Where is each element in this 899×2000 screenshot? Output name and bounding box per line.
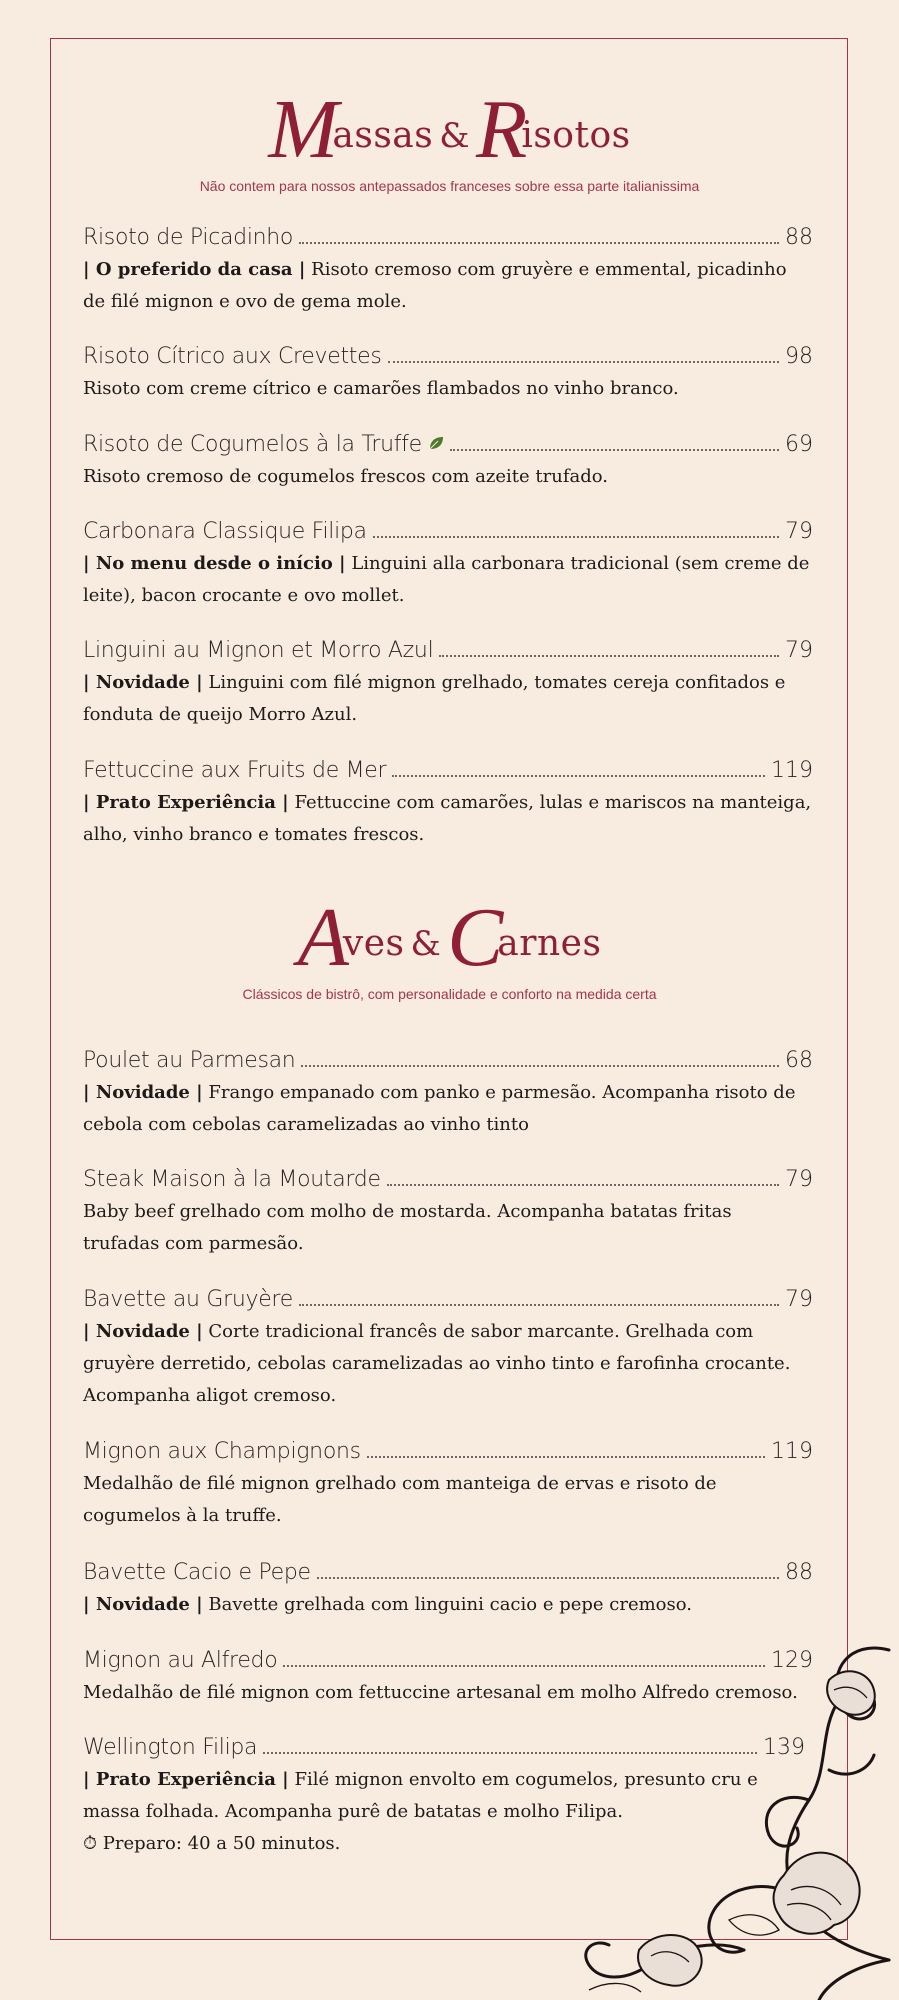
menu-item	[83, 1555, 813, 1621]
dot-leader	[373, 536, 779, 538]
item-price: 79	[785, 1287, 813, 1312]
menu-item	[83, 1162, 813, 1260]
item-description: | No menu desde o início | Linguini alla carbonara tradicional (sem creme de leite), bacon crocante e ovo mollet.	[83, 553, 810, 606]
item-description: | Novidade | Linguini com filé mignon grelhado, tomates cereja confitados e fonduta de queijo Morro Azul.	[83, 672, 786, 725]
item-name: Risoto de Cogumelos à la Truffe	[83, 432, 422, 457]
leaf-icon	[428, 432, 444, 457]
menu-item	[83, 220, 813, 318]
section-header-massas	[0, 83, 899, 194]
section-title: Massas &Risotos	[268, 83, 631, 176]
section-subtitle: Clássicos de bistrô, com personalidade e conforto na medida certa	[242, 986, 657, 1002]
dot-leader	[388, 361, 779, 363]
item-price: 129	[771, 1648, 813, 1673]
item-tag: | Novidade |	[83, 1594, 203, 1615]
dot-leader	[387, 1184, 779, 1186]
item-name: Risoto de Picadinho	[83, 225, 294, 250]
section-header-aves	[0, 891, 899, 1002]
menu-item	[83, 339, 813, 405]
item-name: Mignon au Alfredo	[83, 1648, 278, 1673]
item-price: 79	[785, 519, 813, 544]
item-name: Bavette au Gruyère	[83, 1287, 293, 1312]
item-description: | Novidade | Bavette grelhada com linguini cacio e pepe cremoso.	[83, 1594, 692, 1615]
menu-item	[83, 1282, 813, 1412]
item-tag: | Novidade |	[83, 1321, 203, 1342]
item-name: Wellington Filipa	[83, 1735, 258, 1760]
item-description: | Novidade | Frango empanado com panko e parmesão. Acompanha risoto de cebola com cebolas caramelizadas ao vinho tinto	[83, 1082, 796, 1135]
item-name: Mignon aux Champignons	[83, 1439, 361, 1464]
item-name: Risoto Cítrico aux Crevettes	[83, 344, 382, 369]
menu-item	[83, 633, 813, 731]
item-name: Fettuccine aux Fruits de Mer	[83, 758, 387, 783]
item-tag: | No menu desde o início |	[83, 553, 346, 574]
item-price: 119	[771, 1439, 813, 1464]
dot-leader	[299, 1304, 779, 1306]
item-description: Medalhão de filé mignon com fettuccine artesanal em molho Alfredo cremoso.	[83, 1682, 798, 1703]
item-description: Baby beef grelhado com molho de mostarda. Acompanha batatas fritas trufadas com parmesão.	[83, 1201, 732, 1254]
menu-item	[83, 753, 813, 851]
stopwatch-icon: ⏱	[83, 1833, 98, 1854]
menu-item	[83, 514, 813, 612]
item-price: 88	[785, 1560, 813, 1585]
item-description: Risoto com creme cítrico e camarões flambados no vinho branco.	[83, 378, 679, 399]
item-name: Bavette Cacio e Pepe	[83, 1560, 311, 1585]
item-tag: | Prato Experiência |	[83, 792, 289, 813]
dot-leader	[301, 1065, 779, 1067]
item-price: 79	[785, 638, 813, 663]
baroque-ornament-icon	[529, 1620, 899, 2000]
item-price: 139	[763, 1735, 805, 1760]
dot-leader	[439, 655, 779, 657]
item-price: 79	[785, 1167, 813, 1192]
dot-leader	[392, 775, 765, 777]
item-description: | O preferido da casa | Risoto cremoso com gruyère e emmental, picadinho de filé mignon e ovo de gema mole.	[83, 259, 787, 312]
item-tag: | O preferido da casa |	[83, 259, 306, 280]
dot-leader	[367, 1456, 765, 1458]
menu-item	[83, 1043, 813, 1141]
dot-leader	[450, 449, 779, 451]
item-description: Risoto cremoso de cogumelos frescos com azeite trufado.	[83, 466, 608, 487]
menu-item	[83, 1434, 813, 1532]
item-price: 119	[771, 758, 813, 783]
item-description: | Novidade | Corte tradicional francês de sabor marcante. Grelhada com gruyère derretido, cebolas caramelizadas ao vinho tinto e farofinha crocante. Acompanha aligot cremoso.	[83, 1321, 791, 1406]
item-price: 68	[785, 1048, 813, 1073]
item-tag: | Novidade |	[83, 672, 203, 693]
item-name: Poulet au Parmesan	[83, 1048, 296, 1073]
item-name: Carbonara Classique Filipa	[83, 519, 367, 544]
section-subtitle: Não contem para nossos antepassados franceses sobre essa parte italianissima	[199, 178, 700, 194]
menu-item	[83, 427, 813, 493]
section-title: Aves &Carnes	[297, 891, 602, 984]
item-price: 98	[785, 344, 813, 369]
item-name: Steak Maison à la Moutarde	[83, 1167, 381, 1192]
item-description: Medalhão de filé mignon grelhado com manteiga de ervas e risoto de cogumelos à la truffe.	[83, 1473, 717, 1526]
dot-leader	[317, 1577, 779, 1579]
item-description: | Prato Experiência | Filé mignon envolto em cogumelos, presunto cru e massa folhada. Acompanha purê de batatas e molho Filipa. ⏱ Preparo: 40 a 50 minutos.	[83, 1769, 758, 1854]
item-tag: | Prato Experiência |	[83, 1769, 289, 1790]
item-name: Linguini au Mignon et Morro Azul	[83, 638, 434, 663]
item-price: 88	[785, 225, 813, 250]
item-price: 69	[785, 432, 813, 457]
item-tag: | Novidade |	[83, 1082, 203, 1103]
prep-time-note: Preparo: 40 a 50 minutos.	[102, 1833, 341, 1854]
dot-leader	[299, 242, 779, 244]
item-description: | Prato Experiência | Fettuccine com camarões, lulas e mariscos na manteiga, alho, vinho branco e tomates frescos.	[83, 792, 812, 845]
